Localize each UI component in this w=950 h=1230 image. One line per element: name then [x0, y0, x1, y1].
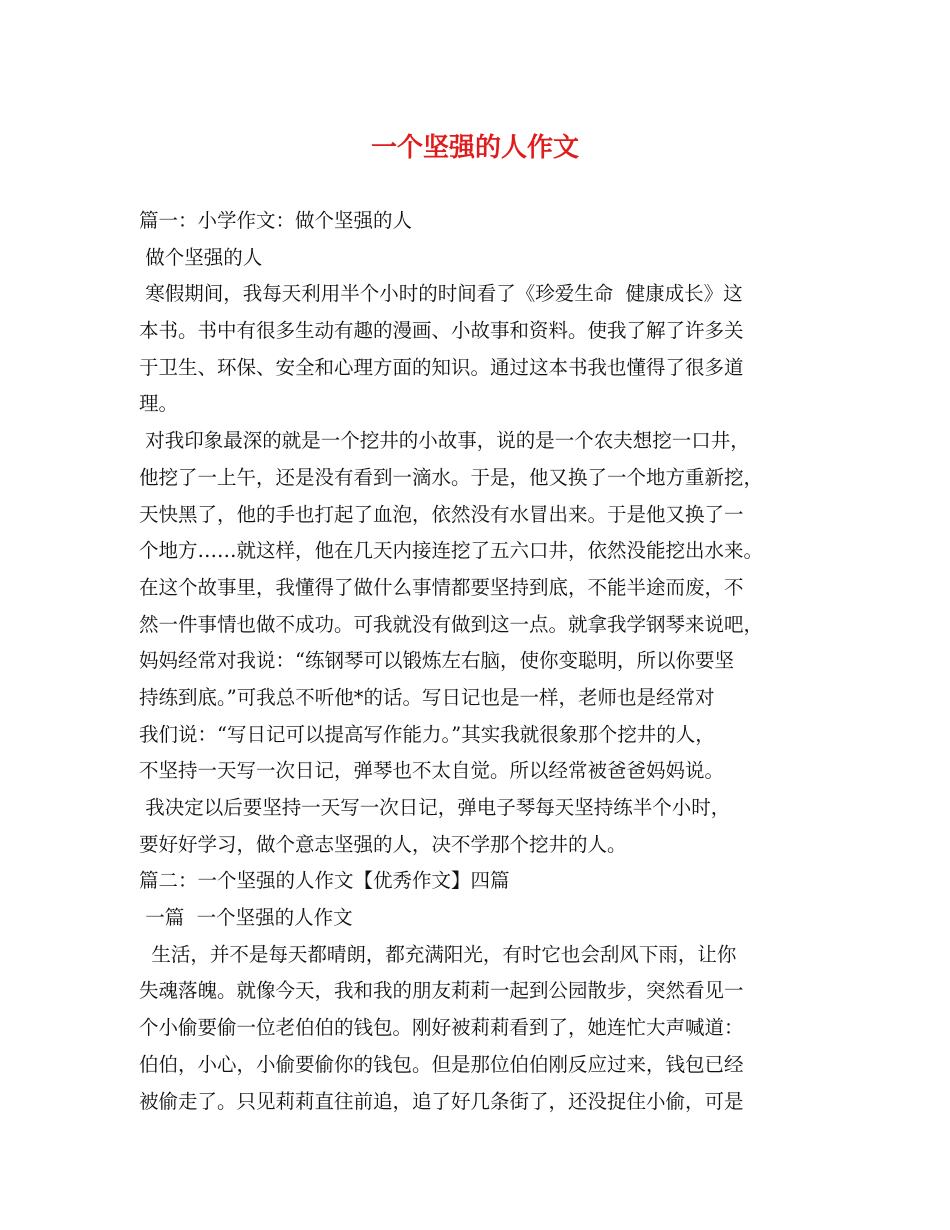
paragraph-line: 生活，并不是每天都晴朗，都充满阳光，有时它也会刮风下雨，让你 — [139, 942, 737, 966]
paragraph-line: 不坚持一天写一次日记，弹琴也不太自觉。所以经常被爸爸妈妈说。 — [139, 759, 725, 783]
paragraph-line: 个小偷要偷一位老伯伯的钱包。刚好被莉莉看到了，她连忙大声喊道： — [139, 1016, 744, 1040]
paragraph-line: 伯伯，小心，小偷要偷你的钱包。但是那位伯伯刚反应过来，钱包已经 — [139, 1052, 744, 1076]
paragraph-line: 理。 — [139, 392, 179, 416]
paragraph-line: 在这个故事里，我懂得了做什么事情都要坚持到底，不能半途而废，不 — [139, 575, 744, 599]
paragraph-line: 失魂落魄。就像今天，我和我的朋友莉莉一起到公园散步，突然看见一 — [139, 979, 744, 1003]
paragraph-line: 本书。书中有很多生动有趣的漫画、小故事和资料。使我了解了许多关 — [139, 319, 744, 343]
paragraph-line: 被偷走了。只见莉莉直往前追，追了好几条街了，还没捉住小偷，可是 — [139, 1089, 744, 1113]
paragraph-line: 我们说：“写日记可以提高写作能力。”其实我就很象那个挖井的人， — [139, 722, 715, 746]
paragraph-line: 对我印象最深的就是一个挖井的小故事，说的是一个农夫想挖一口井， — [139, 429, 750, 453]
paragraph-line: 然一件事情也做不成功。可我就没有做到这一点。就拿我学钢琴来说吧， — [139, 612, 764, 636]
paragraph-line: 妈妈经常对我说：“练钢琴可以锻炼左右脑，使你变聪明，所以你要坚 — [139, 649, 734, 673]
paragraph-line: 他挖了一上午，还是没有看到一滴水。于是，他又换了一个地方重新挖， — [139, 465, 764, 489]
paragraph-line: 于卫生、环保、安全和心理方面的知识。通过这本书我也懂得了很多道 — [139, 355, 744, 379]
paragraph-line: 持练到底。”可我总不听他*的话。写日记也是一样，老师也是经常对 — [139, 685, 715, 709]
paragraph-line: 一篇 一个坚强的人作文 — [139, 906, 353, 930]
paragraph-line: 天快黑了，他的手也打起了血泡，依然没有水冒出来。于是他又换了一 — [139, 502, 744, 526]
paragraph-line: 个地方……就这样，他在几天内接连挖了五六口井，依然没能挖出水来。 — [139, 539, 764, 563]
paragraph-line: 我决定以后要坚持一天写一次日记，弹电子琴每天坚持练半个小时， — [139, 796, 731, 819]
paragraph-line: 做个坚强的人 — [139, 245, 263, 269]
paragraph-line: 篇二：一个坚强的人作文【优秀作文】四篇 — [139, 869, 510, 893]
paragraph-line: 寒假期间，我每天利用半个小时的时间看了《珍爱生命 健康成长》这 — [139, 282, 743, 306]
paragraph-line: 要好好学习，做个意志坚强的人，决不学那个挖井的人。 — [139, 832, 627, 856]
paragraph-line: 篇一：小学作文：做个坚强的人 — [139, 209, 413, 232]
document-body — [139, 203, 819, 1120]
document-title: 一个坚强的人作文 — [370, 133, 579, 163]
